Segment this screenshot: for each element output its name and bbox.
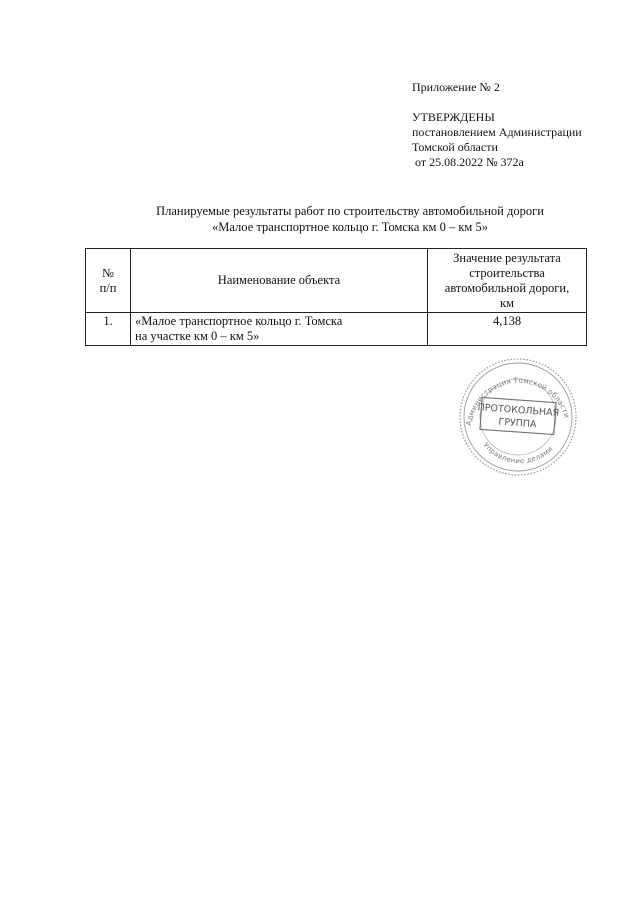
- stamp-center-line-1: ПРОТОКОЛЬНАЯ: [477, 402, 560, 419]
- results-table: [85, 248, 587, 346]
- stamp-seal-icon: [457, 356, 579, 478]
- stamp-bottom-text: Управление делами: [481, 441, 555, 466]
- header-object-name: Наименование объекта: [131, 249, 428, 313]
- table-row: [86, 313, 587, 346]
- stamp-outer-text: Администрация Томской области: [464, 375, 572, 427]
- approval-header: [412, 80, 632, 170]
- document-title-line-1: Планируемые результаты работ по строительству автомобильной дороги: [156, 204, 544, 218]
- row-number: 1.: [86, 313, 131, 346]
- decree-date: от 25.08.2022 № 372а: [415, 155, 524, 169]
- decree-line-2: Томской области: [412, 140, 498, 154]
- stamp-center-line-2: ГРУППА: [498, 416, 537, 431]
- appendix-label: Приложение № 2: [412, 80, 500, 94]
- official-stamp: [457, 356, 579, 478]
- approved-label: УТВЕРЖДЕНЫ: [412, 110, 495, 124]
- document-title-line-2: «Малое транспортное кольцо г. Томска км 0 – км 5»: [212, 220, 488, 234]
- document-title: [60, 203, 640, 235]
- svg-text:Управление делами: [482, 441, 555, 465]
- decree-line-1: постановлением Администрации: [412, 125, 582, 139]
- row-object-name: «Малое транспортное кольцо г. Томска на участке км 0 – км 5»: [131, 313, 428, 346]
- header-number: № п/п: [86, 249, 131, 313]
- table-header-row: [86, 249, 587, 313]
- header-result-value: Значение результата строительства автомобильной дороги, км: [428, 249, 587, 313]
- row-value: 4,138: [428, 313, 587, 346]
